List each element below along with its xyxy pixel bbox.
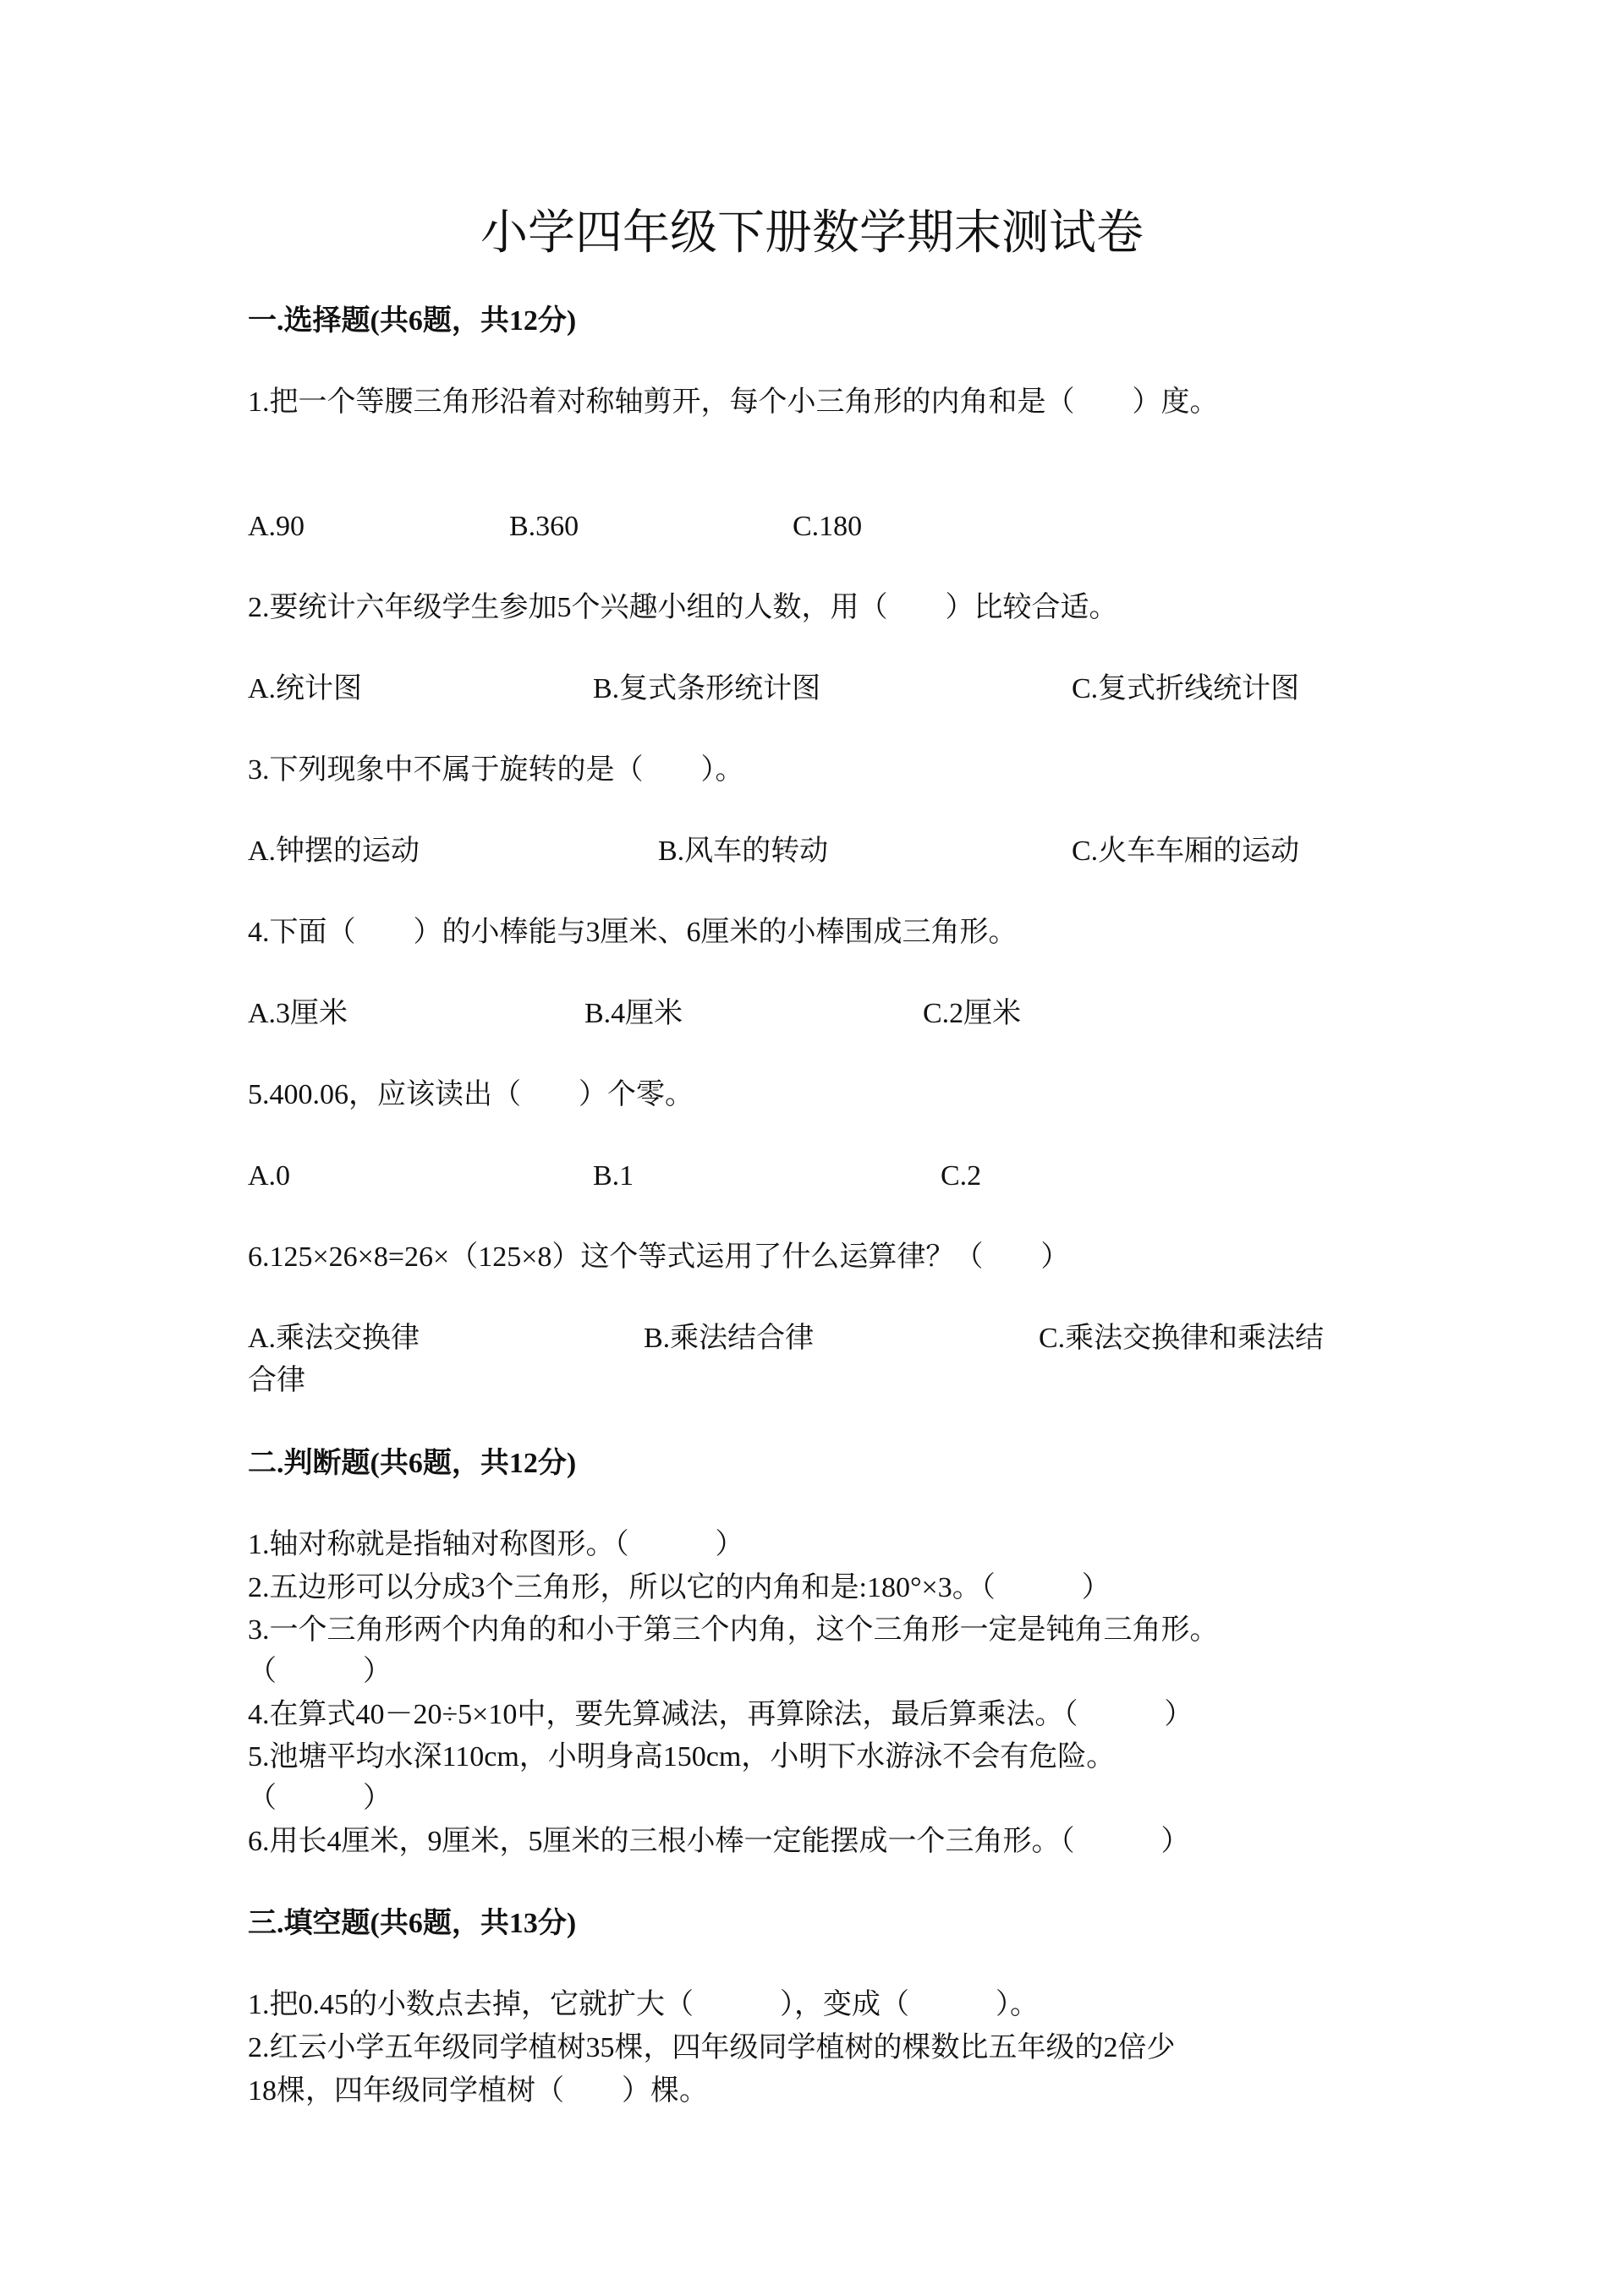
fill-line: 2.红云小学五年级同学植树35棵，四年级同学植树的棵数比五年级的2倍少 [248,2032,1176,2063]
option-a: A.3厘米 [248,998,348,1029]
question-text: 5.400.06，应该读出（ ）个零。 [248,1079,694,1110]
section-heading-judgment: 二.判断题(共6题，共12分) [248,1448,577,1479]
option-c: C.复式折线统计图 [1072,673,1300,704]
page-title: 小学四年级下册数学期末测试卷 [480,207,1144,260]
option-c: C.2 [941,1160,982,1192]
option-c: C.2厘米 [923,998,1022,1029]
judgment-line: （ ） [248,1656,392,1687]
section-heading-choice: 一.选择题(共6题，共12分) [248,305,577,337]
judgment-line: 5.池塘平均水深110cm，小明身高150cm，小明下水游泳不会有危险。 [248,1741,1116,1773]
judgment-line: 2.五边形可以分成3个三角形，所以它的内角和是:180°×3。（ ） [248,1572,1111,1603]
question-text: 3.下列现象中不属于旋转的是（ ）。 [248,754,744,786]
option-b: B.复式条形统计图 [593,673,821,704]
option-c-continued: 合律 [248,1365,305,1396]
option-c: C.180 [793,511,863,542]
judgment-line: 3.一个三角形两个内角的和小于第三个内角，这个三角形一定是钝角三角形。 [248,1614,1219,1646]
question-text: 4.下面（ ）的小棒能与3厘米、6厘米的小棒围成三角形。 [248,917,1018,948]
judgment-line: （ ） [248,1783,392,1814]
judgment-line: 1.轴对称就是指轴对称图形。（ ） [248,1529,744,1560]
option-a: A.乘法交换律 [248,1323,420,1354]
option-a: A.0 [248,1160,291,1192]
question-text: 2.要统计六年级学生参加5个兴趣小组的人数，用（ ）比较合适。 [248,592,1118,623]
fill-line: 18棵，四年级同学植树（ ）棵。 [248,2075,708,2107]
option-c: C.火车车厢的运动 [1072,836,1300,867]
judgment-line: 6.用长4厘米，9厘米，5厘米的三根小棒一定能摆成一个三角形。（ ） [248,1826,1190,1857]
option-a: A.90 [248,511,305,542]
option-c: C.乘法交换律和乘法结 [1039,1323,1325,1354]
option-a: A.统计图 [248,673,363,704]
fill-line: 1.把0.45的小数点去掉，它就扩大（ ），变成（ ）。 [248,1989,1039,2020]
option-b: B.4厘米 [584,998,683,1029]
judgment-line: 4.在算式40－20÷5×10中，要先算减法，再算除法，最后算乘法。（ ） [248,1699,1193,1730]
option-b: B.风车的转动 [658,836,829,867]
option-b: B.乘法结合律 [644,1323,815,1354]
option-a: A.钟摆的运动 [248,836,420,867]
option-b: B.1 [593,1160,634,1192]
question-text: 6.125×26×8=26×（125×8）这个等式运用了什么运算律？（ ） [248,1241,1070,1273]
section-heading-fill: 三.填空题(共6题，共13分) [248,1908,577,1939]
option-b: B.360 [509,511,579,542]
question-text: 1.把一个等腰三角形沿着对称轴剪开，每个小三角形的内角和是（ ）度。 [248,386,1219,418]
